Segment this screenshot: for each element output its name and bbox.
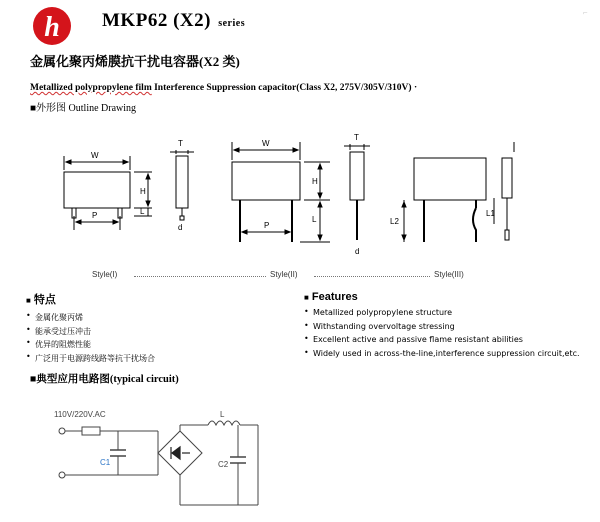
list-item: • 优异的阻燃性能 bbox=[26, 339, 155, 353]
list-item: • Widely used in across-the-line,interference suppression circuit,etc. bbox=[304, 349, 580, 363]
dim-p-2: P bbox=[264, 221, 270, 230]
chinese-title: 金属化聚丙烯膜抗干扰电容器(X2 类) bbox=[30, 54, 240, 69]
english-title-rest: Interference Suppression capacitor(Class X2, 275V/305V/310V) bbox=[151, 83, 412, 93]
list-item: • 金属化聚丙烯 bbox=[26, 312, 155, 326]
style1-side-view bbox=[170, 150, 194, 220]
style3-front-view bbox=[402, 158, 486, 242]
list-item: • Metallized polypropylene structure bbox=[304, 308, 580, 322]
margin-mark: ⌐ bbox=[583, 8, 588, 17]
circuit-c2-label: C2 bbox=[218, 460, 229, 469]
list-item: • 广泛用于电源跨线路等抗干扰场合 bbox=[26, 353, 155, 367]
circuit-inductor-label: L bbox=[220, 410, 225, 419]
circuit-heading: ■典型应用电路图(typical circuit) bbox=[30, 374, 179, 385]
style1-front-view bbox=[64, 156, 152, 230]
style2-side-view bbox=[344, 144, 370, 240]
list-item: • 能承受过压冲击 bbox=[26, 326, 155, 340]
dim-d-2: d bbox=[355, 247, 360, 256]
features-en-section bbox=[304, 291, 580, 362]
features-cn-heading: ■ 特点 bbox=[26, 294, 56, 306]
dim-l2: L2 bbox=[390, 217, 399, 226]
list-item: • Withstanding overvoltage stressing bbox=[304, 322, 580, 336]
style2-front-view bbox=[232, 142, 330, 242]
english-title: Metallized polypropylene film Interference Suppression capacitor(Class X2, 275V/305V/310V) · bbox=[30, 83, 418, 93]
logo-letter: h bbox=[44, 12, 60, 43]
dim-w-1: W bbox=[91, 151, 99, 160]
features-en-heading: ■ Features bbox=[304, 291, 358, 303]
dim-p-1: P bbox=[92, 211, 98, 220]
model-name: MKP62 (X2) bbox=[102, 10, 211, 31]
style3-side-view bbox=[494, 142, 514, 240]
dim-h-2: H bbox=[312, 177, 318, 186]
dim-d-1: d bbox=[178, 223, 183, 232]
dim-l1: L1 bbox=[486, 209, 495, 218]
dim-t-2: T bbox=[354, 133, 359, 142]
features-cn-list bbox=[26, 312, 155, 366]
circuit-c1-label: C1 bbox=[100, 458, 111, 467]
company-logo bbox=[32, 6, 72, 46]
outline-drawings bbox=[0, 112, 600, 272]
dim-t-1: T bbox=[178, 139, 183, 148]
series-label: series bbox=[218, 18, 246, 29]
features-cn-section bbox=[26, 291, 155, 366]
typical-circuit-diagram bbox=[40, 405, 280, 520]
dim-l-1: L bbox=[140, 207, 145, 216]
outline-heading: ■外形图 Outline Drawing bbox=[30, 103, 137, 114]
english-title-underlined: Metallized polypropylene film bbox=[30, 83, 152, 93]
dim-l-2: L bbox=[312, 215, 317, 224]
circuit-voltage-label: 110V/220V.AC bbox=[54, 410, 106, 419]
features-en-list bbox=[304, 308, 580, 362]
dim-h-1: H bbox=[140, 187, 146, 196]
style-1-label: Style(I) bbox=[92, 270, 118, 279]
list-item: • Excellent active and passive flame resistant abilities bbox=[304, 335, 580, 349]
page-title bbox=[102, 10, 245, 32]
style-2-label: Style(II) bbox=[270, 270, 298, 279]
dim-w-2: W bbox=[262, 139, 270, 148]
style-3-label: Style(III) bbox=[434, 270, 464, 279]
